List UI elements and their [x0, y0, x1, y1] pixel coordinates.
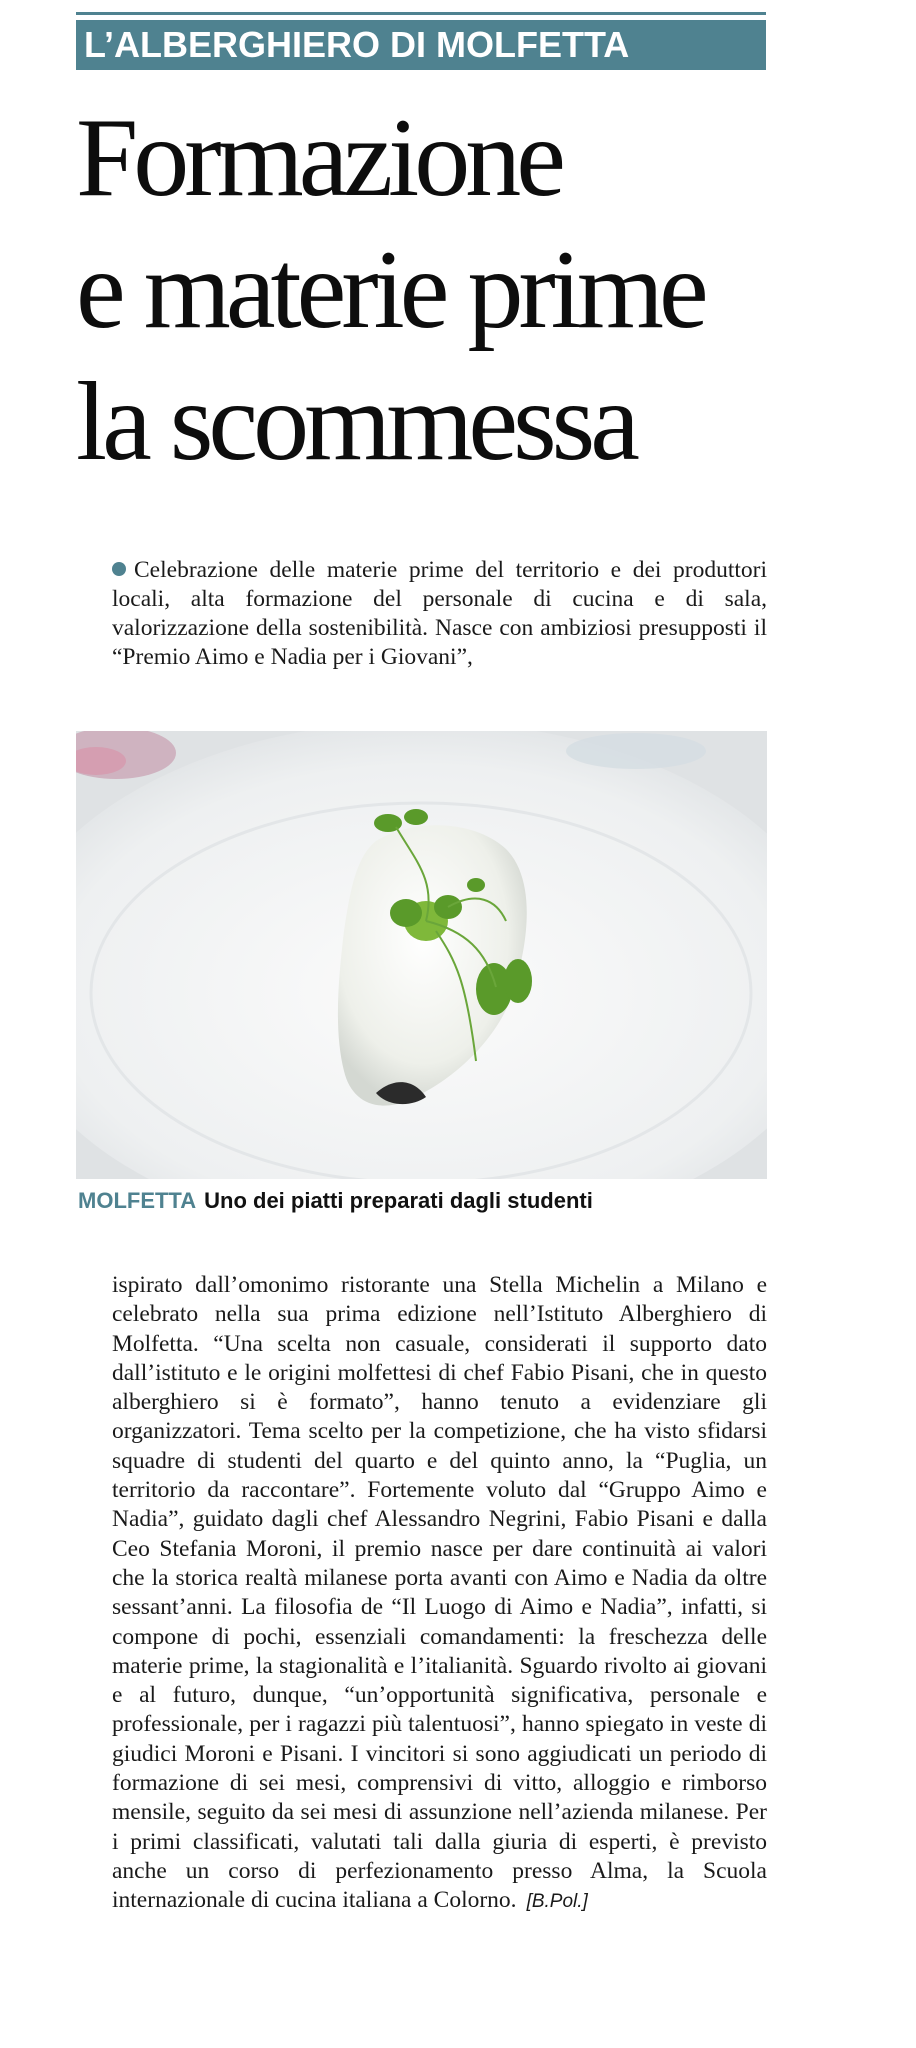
lead-paragraph: [112, 556, 767, 672]
headline: [76, 92, 776, 488]
headline-line-3: la scommessa: [76, 360, 635, 484]
caption-text: Uno dei piatti preparati dagli studenti: [204, 1188, 593, 1213]
headline-line-2: e materie prime: [76, 228, 704, 352]
byline: [B.Pol.]: [526, 1891, 588, 1913]
article-photo: [76, 731, 767, 1179]
section-kicker: L’ALBERGHIERO DI MOLFETTA: [76, 20, 766, 70]
kicker-rule: [76, 12, 766, 15]
bullet-dot-icon: [112, 562, 126, 576]
lead-text: Celebrazione delle materie prime del territorio e dei produttori locali, alta formazione del personale di cucina e di sala, valorizzazione della sostenibilità. Nasce con ambiziosi presupposti il “Premio Aimo e Nadia per i Giovani”,: [112, 557, 767, 670]
body-text: ispirato dall’omonimo ristorante una Stella Michelin a Milano e celebrato nella sua prima edizione nell’Istituto Alberghiero di Molfetta. “Una scelta non casuale, considerati il supporto dato dall’istituto e le origini molfettesi di chef Fabio Pisani, che in questo alberghiero si è formato”, hanno tenuto a evidenziare gli organizzatori. Tema scelto per la competizione, che ha visto sfidarsi squadre di studenti del quarto e del quinto anno, la “Puglia, un territorio da raccontare”. Fortemente voluto dal “Gruppo Aimo e Nadia”, guidato dagli chef Alessandro Negrini, Fabio Pisani e dalla Ceo Stefania Moroni, il premio nasce per dare continuità ai valori che la storica realtà milanese porta avanti con Aimo e Nadia da oltre sessant’anni. La filosofia de “Il Luogo di Aimo e Nadia”, infatti, si compone di pochi, essenziali comandamenti: la freschezza delle materie prime, la stagionalità e l’italianità. Sguardo rivolto ai giovani e al futuro, dunque, “un’opportunità significativa, personale e professionale, per i ragazzi più talentuosi”, hanno spiegato in veste di giudici Moroni e Pisani. I vincitori si sono aggiudicati un periodo di formazione di sei mesi, comprensivi di vitto, alloggio e rimborso mensile, seguito da sei mesi di assunzione nell’azienda milanese. Per i primi classificati, valutati tali dalla giuria di esperti, è previsto anche un corso di perfezionamento presso Alma, la Scuola internazionale di cucina italiana a Colorno.: [112, 1272, 767, 1914]
article-body: [112, 1271, 767, 1917]
caption-place: MOLFETTA: [78, 1188, 197, 1213]
dish-photo-illustration: [76, 731, 767, 1179]
headline-line-1: Formazione: [76, 96, 561, 220]
photo-caption: [78, 1186, 768, 1216]
